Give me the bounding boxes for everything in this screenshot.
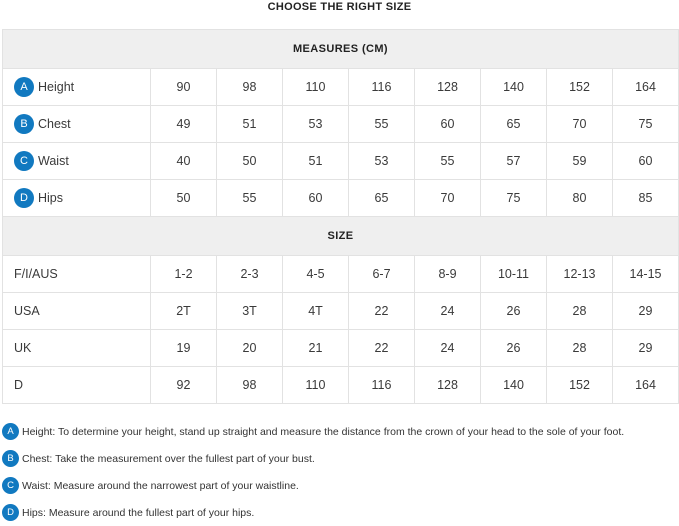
size-header: SIZE xyxy=(3,217,679,256)
size-value-cell: 22 xyxy=(349,330,415,367)
measure-label: Waist xyxy=(38,154,69,168)
measure-badge-b: B xyxy=(14,114,34,134)
note-text: Chest: Take the measurement over the fullest part of your bust. xyxy=(22,452,315,465)
measure-value-cell: 49 xyxy=(151,106,217,143)
measure-value-cell: 40 xyxy=(151,143,217,180)
measure-value-cell: 50 xyxy=(217,143,283,180)
measure-value-cell: 75 xyxy=(613,106,679,143)
measure-value-cell: 140 xyxy=(481,69,547,106)
size-row-d xyxy=(3,367,679,404)
note-text: Hips: Measure around the fullest part of your hips. xyxy=(22,506,255,519)
measure-row-waist xyxy=(3,143,679,180)
measure-row-height xyxy=(3,69,679,106)
size-value-cell: 116 xyxy=(349,367,415,404)
size-value-cell: 24 xyxy=(415,293,481,330)
size-value-cell: 2T xyxy=(151,293,217,330)
measure-value-cell: 70 xyxy=(547,106,613,143)
measure-value-cell: 51 xyxy=(217,106,283,143)
note-badge-a: A xyxy=(2,423,19,440)
size-value-cell: 19 xyxy=(151,330,217,367)
size-value-cell: 28 xyxy=(547,330,613,367)
note-badge-d: D xyxy=(2,504,19,521)
size-value-cell: 140 xyxy=(481,367,547,404)
measure-label-cell xyxy=(3,180,151,217)
measure-value-cell: 60 xyxy=(283,180,349,217)
measure-badge-a: A xyxy=(14,77,34,97)
note-item xyxy=(2,445,678,472)
measure-label: Height xyxy=(38,80,75,94)
measure-label: Chest xyxy=(38,117,71,131)
measure-value-cell: 59 xyxy=(547,143,613,180)
size-value-cell: 14-15 xyxy=(613,256,679,293)
measures-header: MEASURES (CM) xyxy=(3,30,679,69)
size-value-cell: 92 xyxy=(151,367,217,404)
size-label: UK xyxy=(3,330,151,367)
measure-label-cell xyxy=(3,106,151,143)
measure-label-cell xyxy=(3,143,151,180)
size-value-cell: 152 xyxy=(547,367,613,404)
size-value-cell: 110 xyxy=(283,367,349,404)
size-value-cell: 26 xyxy=(481,293,547,330)
measure-value-cell: 70 xyxy=(415,180,481,217)
measure-value-cell: 90 xyxy=(151,69,217,106)
size-row-uk xyxy=(3,330,679,367)
measure-value-cell: 116 xyxy=(349,69,415,106)
size-value-cell: 4-5 xyxy=(283,256,349,293)
measure-value-cell: 55 xyxy=(349,106,415,143)
size-value-cell: 4T xyxy=(283,293,349,330)
size-value-cell: 10-11 xyxy=(481,256,547,293)
measure-badge-d: D xyxy=(14,188,34,208)
measure-value-cell: 53 xyxy=(283,106,349,143)
size-value-cell: 8-9 xyxy=(415,256,481,293)
note-text: Waist: Measure around the narrowest part of your waistline. xyxy=(22,479,299,492)
size-header-row xyxy=(3,217,679,256)
measure-value-cell: 80 xyxy=(547,180,613,217)
size-value-cell: 26 xyxy=(481,330,547,367)
size-value-cell: 164 xyxy=(613,367,679,404)
size-row-f-i-aus xyxy=(3,256,679,293)
measures-header-row xyxy=(3,30,679,69)
measure-row-chest xyxy=(3,106,679,143)
measure-value-cell: 57 xyxy=(481,143,547,180)
measure-value-cell: 110 xyxy=(283,69,349,106)
note-item xyxy=(2,418,678,445)
size-value-cell: 29 xyxy=(613,293,679,330)
size-value-cell: 29 xyxy=(613,330,679,367)
size-label: F/I/AUS xyxy=(3,256,151,293)
measure-value-cell: 65 xyxy=(349,180,415,217)
measure-value-cell: 128 xyxy=(415,69,481,106)
size-value-cell: 28 xyxy=(547,293,613,330)
page-title: CHOOSE THE RIGHT SIZE xyxy=(267,1,412,13)
measure-value-cell: 60 xyxy=(415,106,481,143)
size-value-cell: 128 xyxy=(415,367,481,404)
size-chart-table xyxy=(2,29,679,404)
size-value-cell: 21 xyxy=(283,330,349,367)
measure-label: Hips xyxy=(38,191,64,205)
note-badge-c: C xyxy=(2,477,19,494)
note-badge-b: B xyxy=(2,450,19,467)
measure-value-cell: 152 xyxy=(547,69,613,106)
measure-value-cell: 85 xyxy=(613,180,679,217)
size-value-cell: 22 xyxy=(349,293,415,330)
measure-value-cell: 65 xyxy=(481,106,547,143)
note-text: Height: To determine your height, stand up straight and measure the distance from the crown of your head to the sole of your foot. xyxy=(22,425,625,438)
size-label: D xyxy=(3,367,151,404)
size-value-cell: 2-3 xyxy=(217,256,283,293)
size-value-cell: 24 xyxy=(415,330,481,367)
size-value-cell: 12-13 xyxy=(547,256,613,293)
measure-value-cell: 51 xyxy=(283,143,349,180)
measure-value-cell: 60 xyxy=(613,143,679,180)
measure-value-cell: 98 xyxy=(217,69,283,106)
size-row-usa xyxy=(3,293,679,330)
note-item xyxy=(2,472,678,499)
measurement-notes xyxy=(2,418,678,526)
measure-value-cell: 75 xyxy=(481,180,547,217)
note-item xyxy=(2,499,678,526)
size-value-cell: 3T xyxy=(217,293,283,330)
size-value-cell: 6-7 xyxy=(349,256,415,293)
size-label: USA xyxy=(3,293,151,330)
measure-value-cell: 53 xyxy=(349,143,415,180)
measure-value-cell: 50 xyxy=(151,180,217,217)
measure-row-hips xyxy=(3,180,679,217)
measure-value-cell: 55 xyxy=(415,143,481,180)
size-value-cell: 20 xyxy=(217,330,283,367)
size-value-cell: 98 xyxy=(217,367,283,404)
measure-label-cell xyxy=(3,69,151,106)
measure-badge-c: C xyxy=(14,151,34,171)
measure-value-cell: 55 xyxy=(217,180,283,217)
measure-value-cell: 164 xyxy=(613,69,679,106)
size-value-cell: 1-2 xyxy=(151,256,217,293)
